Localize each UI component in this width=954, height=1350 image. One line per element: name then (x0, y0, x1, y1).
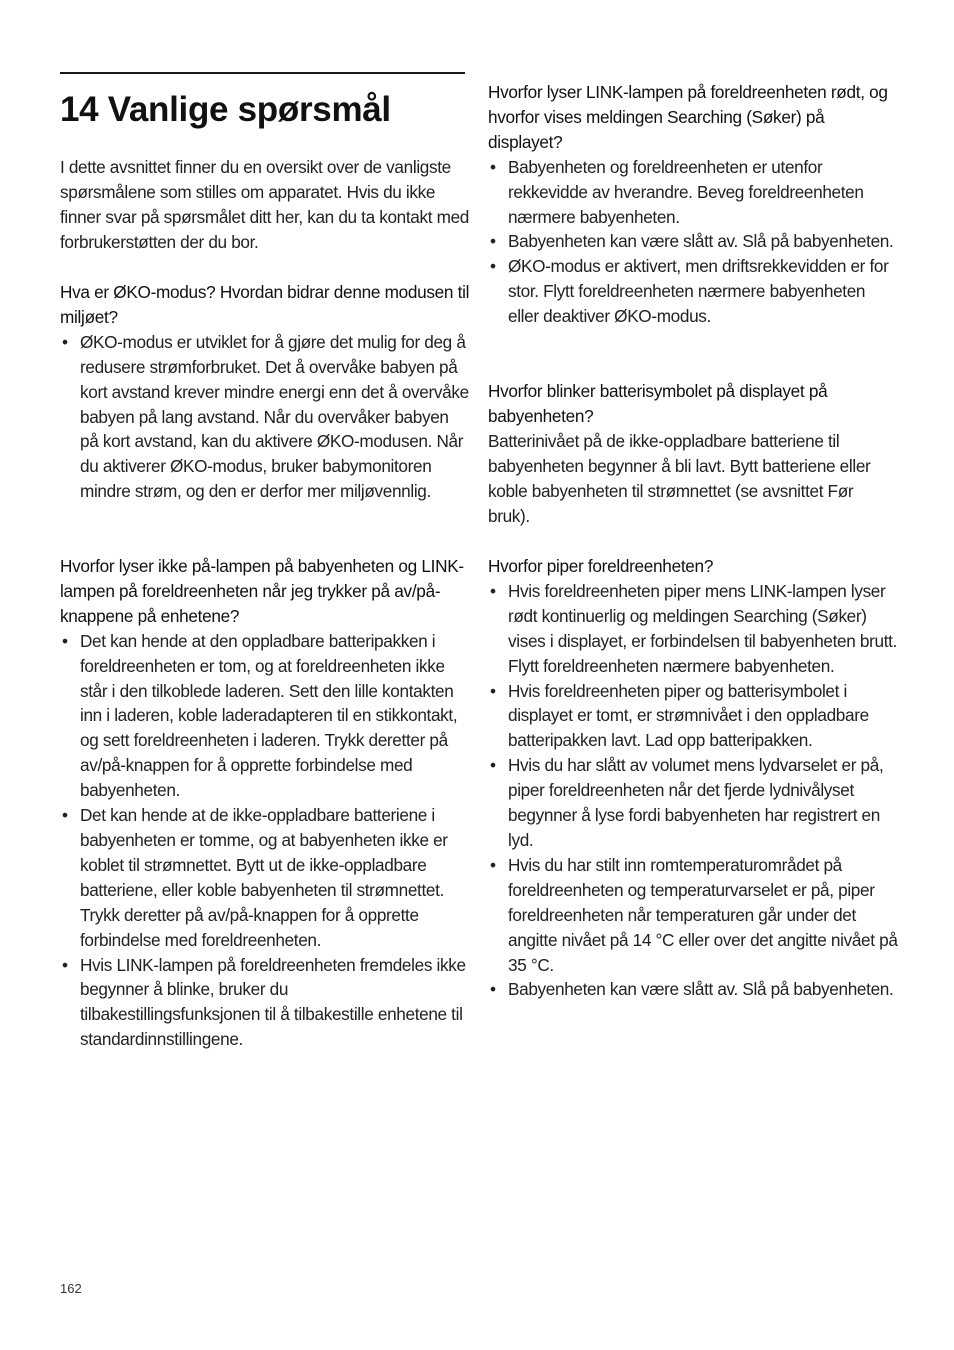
answer-list (60, 629, 470, 1052)
answer-item: • Hvis foreldreenheten piper og batterisymbolet i displayet er tomt, er strømnivået i den oppladbare batteripakken lavt. Lad opp batteripakken. (488, 679, 898, 754)
answer-item: • Hvis LINK-lampen på foreldreenheten fremdeles ikke begynner å blinke, bruker du tilbakestillingsfunksjonen til å tilbakestille enhetene til standardinnstillingene. (60, 953, 470, 1053)
question-title: Hva er ØKO-modus? Hvordan bidrar denne modusen til miljøet? (60, 282, 470, 327)
intro-block (60, 155, 470, 255)
faq-battery-symbol (488, 379, 898, 528)
question-title: Hvorfor lyser LINK-lampen på foreldreenheten rødt, og hvorfor vises meldingen Searching (Søker) på displayet? (488, 82, 888, 152)
faq-lamps-not-lit (60, 554, 470, 1052)
answer-list (488, 155, 898, 329)
page-number: 162 (60, 1281, 82, 1296)
answer-item: • Det kan hende at de ikke-oppladbare batteriene i babyenheten er tomme, og at babyenheten ikke er koblet til strømnettet. Bytt ut de ikke-oppladbare batteriene, eller koble babyenheten til strømnettet. Trykk deretter på av/på-knappen for å opprette forbindelse med foreldreenheten. (60, 803, 470, 952)
answer-item: • ØKO-modus er aktivert, men driftsrekkevidden er for stor. Flytt foreldreenheten nærmere babyenheten eller deaktiver ØKO-modus. (488, 254, 898, 329)
answer-item: • Babyenheten kan være slått av. Slå på babyenheten. (488, 977, 898, 1002)
answer-item: • Hvis du har slått av volumet mens lydvarselet er på, piper foreldreenheten når det fjerde lydnivålyset begynner å lyse fordi babyenheten har registrert en lyd. (488, 753, 898, 853)
question-title: Hvorfor blinker batterisymbolet på displayet på babyenheten? (488, 381, 828, 426)
top-rule (60, 72, 465, 74)
answer-item: • Hvis foreldreenheten piper mens LINK-lampen lyser rødt kontinuerlig og meldingen Searching (Søker) vises i displayet, er forbindelsen til babyenheten brutt. Flytt foreldreenheten nærmere babyenheten. (488, 579, 898, 679)
faq-eco-mode (60, 280, 470, 504)
faq-link-red (488, 80, 898, 329)
answer-item: • Babyenheten kan være slått av. Slå på babyenheten. (488, 229, 898, 254)
question-title: Hvorfor lyser ikke på-lampen på babyenheten og LINK-lampen på foreldreenheten når jeg trykker på av/på-knappene på enhetene? (60, 556, 464, 626)
page-title: 14 Vanlige spørsmål (60, 90, 391, 129)
faq-parent-beeps (488, 554, 898, 1002)
answer-text: Batterinivået på de ikke-oppladbare batteriene til babyenheten begynner å bli lavt. Bytt batteriene eller koble babyenheten til strømnettet (se avsnittet Før bruk). (488, 430, 871, 526)
answer-item: • Det kan hende at den oppladbare batteripakken i foreldreenheten er tom, og at foreldreenheten ikke står i den tilkobledе laderen. Sett den lille kontakten inn i laderen, koble laderadapteren til en stikkontakt, og sett foreldreenheten i laderen. Trykk deretter på av/på-knappen for å opprette forbindelse med babyenheten. (60, 629, 470, 803)
intro-text: I dette avsnittet finner du en oversikt over de vanligste spørsmålene som stilles om apparatet. Hvis du ikke finner svar på spørsmålet ditt her, kan du ta kontakt med forbrukerstøtten der du bor. (60, 157, 469, 252)
answer-item: • ØKO-modus er utviklet for å gjøre det mulig for deg å redusere strømforbruket. Det å overvåke babyen på kort avstand krever mindre energi enn det å overvåke babyen på lang avstand. Når du overvåker babyen på kort avstand, kan du aktivere ØKO-modusen. Når du aktiverer ØKO-modus, bruker babymonitoren mindre strøm, og den er derfor mer miljøvennlig. (60, 330, 470, 504)
answer-list (60, 330, 470, 504)
answer-list (488, 579, 898, 1002)
answer-item: • Babyenheten og foreldreenheten er utenfor rekkevidde av hverandre. Beveg foreldreenheten nærmere babyenheten. (488, 155, 898, 230)
answer-item: • Hvis du har stilt inn romtemperaturområdet på foreldreenheten og temperaturvarselet er på, piper foreldreenheten når temperaturen går under det angitte nivået på 14 °C eller over det angitte nivået på 35 °C. (488, 853, 898, 978)
question-title: Hvorfor piper foreldreenheten? (488, 556, 714, 576)
